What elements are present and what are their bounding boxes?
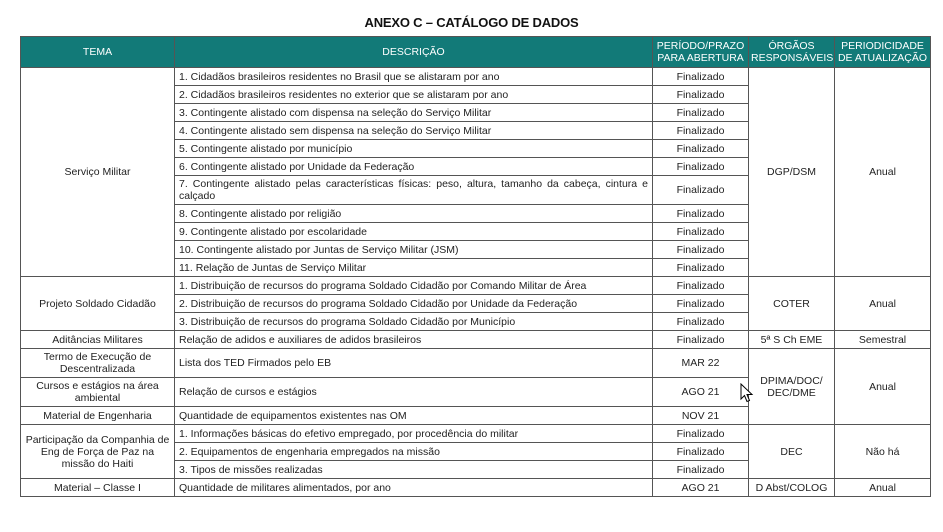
descricao-cell: 10. Contingente alistado por Juntas de Serviço Militar (JSM) — [175, 241, 653, 259]
periodo-cell: Finalizado — [653, 86, 749, 104]
descricao-cell: 3. Contingente alistado com dispensa na seleção do Serviço Militar — [175, 104, 653, 122]
orgao-cell: DPIMA/DOC/ DEC/DME — [749, 349, 835, 425]
mouse-pointer-icon — [740, 383, 754, 403]
periodo-cell: Finalizado — [653, 104, 749, 122]
data-catalog-table — [20, 36, 931, 497]
periodo-cell: Finalizado — [653, 277, 749, 295]
tema-cell: Serviço Militar — [21, 68, 175, 277]
header-descricao: DESCRIÇÃO — [175, 37, 653, 68]
periodo-cell: Finalizado — [653, 331, 749, 349]
descricao-cell: 8. Contingente alistado por religião — [175, 205, 653, 223]
header-periodicidade: PERIODICIDADE DE ATUALIZAÇÃO — [835, 37, 931, 68]
descricao-cell: Quantidade de militares alimentados, por ano — [175, 479, 653, 497]
descricao-cell: 2. Equipamentos de engenharia empregados na missão — [175, 443, 653, 461]
periodo-cell: AGO 21 — [653, 479, 749, 497]
descricao-cell: 6. Contingente alistado por Unidade da Federação — [175, 158, 653, 176]
tema-cell: Participação da Companhia de Eng de Força de Paz na missão do Haiti — [21, 425, 175, 479]
periodo-cell: Finalizado — [653, 68, 749, 86]
descricao-cell: Relação de adidos e auxiliares de adidos brasileiros — [175, 331, 653, 349]
orgao-cell: D Abst/COLOG — [749, 479, 835, 497]
periodicidade-cell: Não há — [835, 425, 931, 479]
periodo-cell: AGO 21 — [653, 378, 749, 407]
tema-cell: Material de Engenharia — [21, 407, 175, 425]
periodicidade-cell: Semestral — [835, 331, 931, 349]
descricao-cell: 2. Cidadãos brasileiros residentes no exterior que se alistaram por ano — [175, 86, 653, 104]
descricao-cell: 7. Contingente alistado pelas características físicas: peso, altura, tamanho da cabeça, cintura e calçado — [175, 176, 653, 205]
periodo-cell: Finalizado — [653, 443, 749, 461]
periodo-cell: Finalizado — [653, 176, 749, 205]
table-row — [21, 425, 931, 443]
periodicidade-cell: Anual — [835, 479, 931, 497]
periodo-cell: Finalizado — [653, 205, 749, 223]
periodo-cell: Finalizado — [653, 259, 749, 277]
periodo-cell: Finalizado — [653, 140, 749, 158]
periodo-cell: Finalizado — [653, 313, 749, 331]
periodicidade-cell: Anual — [835, 349, 931, 425]
periodo-cell: NOV 21 — [653, 407, 749, 425]
tema-cell: Material – Classe I — [21, 479, 175, 497]
descricao-cell: 2. Distribuição de recursos do programa Soldado Cidadão por Unidade da Federação — [175, 295, 653, 313]
periodicidade-cell: Anual — [835, 68, 931, 277]
periodo-cell: Finalizado — [653, 425, 749, 443]
table-header-row — [21, 37, 931, 68]
periodo-cell: Finalizado — [653, 158, 749, 176]
orgao-cell: DGP/DSM — [749, 68, 835, 277]
descricao-cell: 3. Tipos de missões realizadas — [175, 461, 653, 479]
tema-cell: Termo de Execução de Descentralizada — [21, 349, 175, 378]
descricao-cell: 3. Distribuição de recursos do programa Soldado Cidadão por Município — [175, 313, 653, 331]
periodo-cell: Finalizado — [653, 241, 749, 259]
tema-cell: Projeto Soldado Cidadão — [21, 277, 175, 331]
tema-cell: Aditâncias Militares — [21, 331, 175, 349]
periodicidade-cell: Anual — [835, 277, 931, 331]
periodo-cell: Finalizado — [653, 461, 749, 479]
orgao-cell: 5ª S Ch EME — [749, 331, 835, 349]
table-row — [21, 479, 931, 497]
periodo-cell: Finalizado — [653, 223, 749, 241]
table-row — [21, 68, 931, 86]
descricao-cell: Relação de cursos e estágios — [175, 378, 653, 407]
document-title: ANEXO C – CATÁLOGO DE DADOS — [364, 15, 579, 30]
periodo-cell: Finalizado — [653, 122, 749, 140]
header-tema: TEMA — [21, 37, 175, 68]
orgao-cell: DEC — [749, 425, 835, 479]
descricao-cell: 4. Contingente alistado sem dispensa na seleção do Serviço Militar — [175, 122, 653, 140]
orgao-cell: COTER — [749, 277, 835, 331]
header-orgaos: ÓRGÃOS RESPONSÁVEIS — [749, 37, 835, 68]
periodo-cell: Finalizado — [653, 295, 749, 313]
periodo-cell: MAR 22 — [653, 349, 749, 378]
table-row — [21, 277, 931, 295]
descricao-cell: Lista dos TED Firmados pelo EB — [175, 349, 653, 378]
descricao-cell: 1. Distribuição de recursos do programa Soldado Cidadão por Comando Militar de Área — [175, 277, 653, 295]
descricao-cell: 9. Contingente alistado por escolaridade — [175, 223, 653, 241]
header-periodo: PERÍODO/PRAZO PARA ABERTURA — [653, 37, 749, 68]
table-row — [21, 349, 931, 378]
descricao-cell: 1. Informações básicas do efetivo empregado, por procedência do militar — [175, 425, 653, 443]
descricao-cell: Quantidade de equipamentos existentes nas OM — [175, 407, 653, 425]
descricao-cell: 1. Cidadãos brasileiros residentes no Brasil que se alistaram por ano — [175, 68, 653, 86]
tema-cell: Cursos e estágios na área ambiental — [21, 378, 175, 407]
table-row — [21, 331, 931, 349]
descricao-cell: 5. Contingente alistado por município — [175, 140, 653, 158]
descricao-cell: 11. Relação de Juntas de Serviço Militar — [175, 259, 653, 277]
